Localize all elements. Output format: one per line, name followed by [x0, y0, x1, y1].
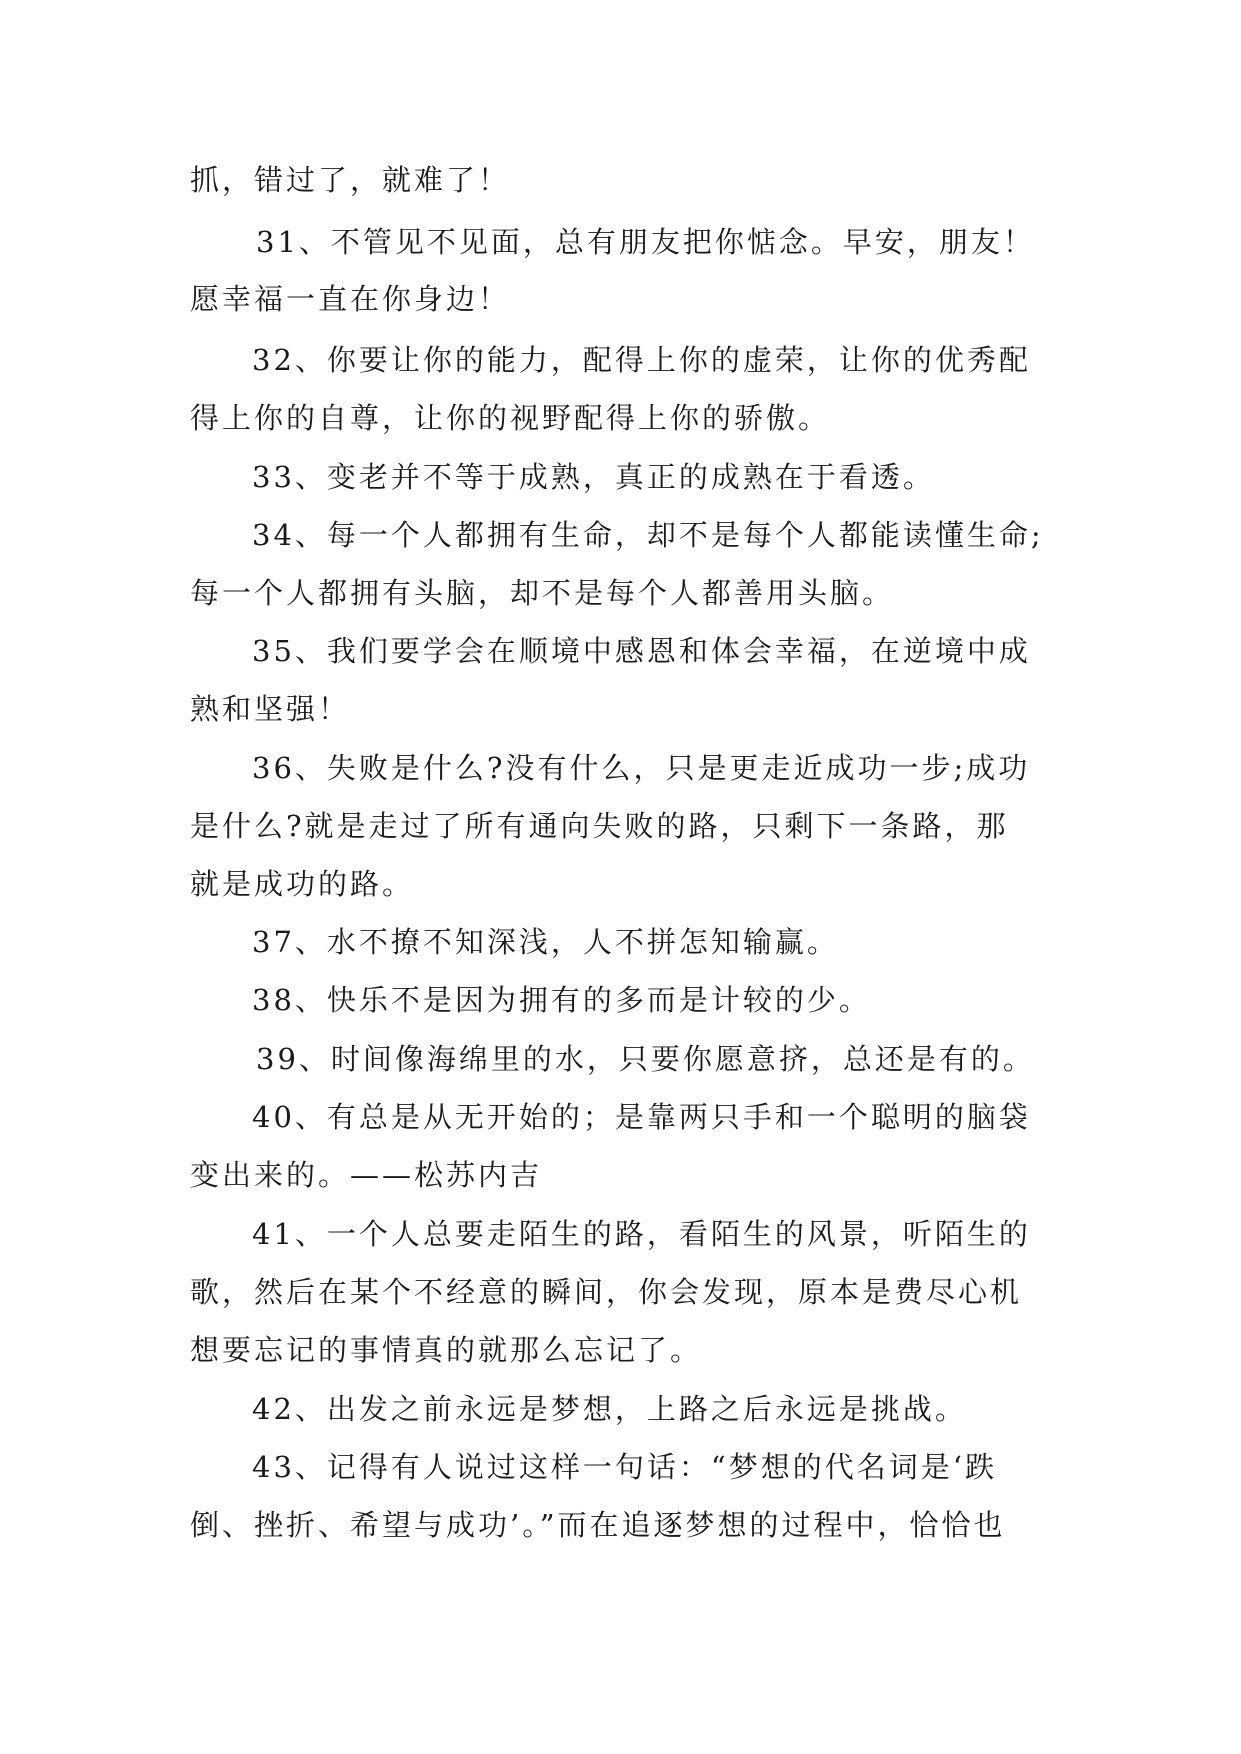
- text-line: 愿幸福一直在你身边！: [190, 282, 511, 316]
- text-line: 变出来的。——松苏内吉: [190, 1158, 543, 1192]
- text-line: 倒、挫折、希望与成功’。”而在追逐梦想的过程中，恰恰也: [190, 1508, 1006, 1542]
- text-line: 每一个人都拥有头脑，却不是每个人都善用头脑。: [190, 576, 895, 610]
- text-line: 是什么?就是走过了所有通向失败的路，只剩下一条路，那: [190, 809, 1009, 843]
- text-line: 32、你要让你的能力，配得上你的虚荣，让你的优秀配: [252, 343, 1031, 377]
- text-line: 35、我们要学会在顺境中感恩和体会幸福，在逆境中成: [252, 634, 1031, 668]
- text-line: 42、出发之前永远是梦想，上路之后永远是挑战。: [252, 1392, 967, 1426]
- text-line: 41、一个人总要走陌生的路，看陌生的风景，听陌生的: [252, 1217, 1031, 1251]
- text-line: 38、快乐不是因为拥有的多而是计较的少。: [252, 983, 871, 1017]
- text-line: 想要忘记的事情真的就那么忘记了。: [190, 1333, 703, 1367]
- text-line: 得上你的自尊，让你的视野配得上你的骄傲。: [190, 401, 831, 435]
- text-line: 歌，然后在某个不经意的瞬间，你会发现，原本是费尽心机: [190, 1275, 1023, 1309]
- text-line: 37、水不撩不知深浅，人不拼怎知输赢。: [252, 925, 839, 959]
- text-line: 39、时间像海绵里的水，只要你愿意挤，总还是有的。: [256, 1042, 1035, 1076]
- text-line: 34、每一个人都拥有生命，却不是每个人都能读懂生命;: [252, 518, 1044, 552]
- text-line: 31、不管见不见面，总有朋友把你惦念。早安，朋友！: [256, 225, 1035, 259]
- text-line: 43、记得有人说过这样一句话：“梦想的代名词是‘跌: [252, 1450, 997, 1484]
- text-line: 36、失败是什么?没有什么，只是更走近成功一步;成功: [252, 751, 1031, 785]
- text-line: 33、变老并不等于成熟，真正的成熟在于看透。: [252, 460, 935, 494]
- text-line: 就是成功的路。: [190, 867, 415, 901]
- text-line: 熟和坚强！: [190, 692, 351, 726]
- text-line: 40、有总是从无开始的；是靠两只手和一个聪明的脑袋: [252, 1100, 1031, 1134]
- text-line: 抓，错过了，就难了！: [190, 163, 511, 197]
